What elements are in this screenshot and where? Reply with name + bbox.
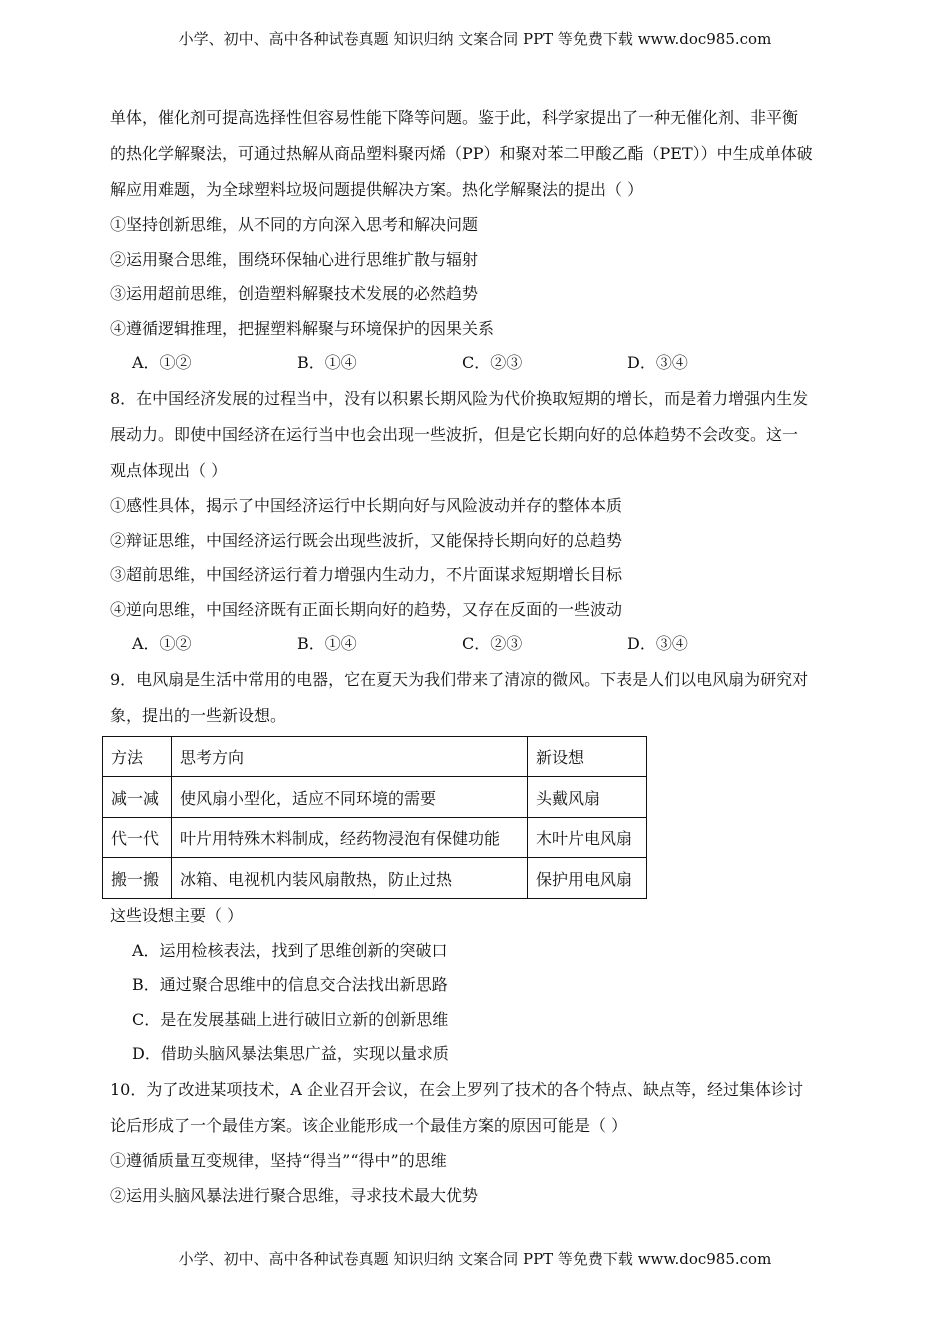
q10-line: 论后形成了一个最佳方案。该企业能形成一个最佳方案的原因可能是（ ） [110, 1115, 628, 1135]
table-header-cell: 思考方向 [172, 736, 528, 777]
question-8 [110, 381, 845, 662]
q7-statement: ④遵循逻辑推理，把握塑料解聚与环境保护的因果关系 [110, 318, 495, 338]
q7-option-b[interactable]: B．①④ [297, 353, 357, 373]
page-header: 小学、初中、高中各种试卷真题 知识归纳 文案合同 PPT 等免费下载 www.doc985.com [178, 30, 772, 48]
table-cell: 减一减 [103, 777, 172, 818]
q7-line: 的热化学解聚法，可通过热解从商品塑料聚丙烯（PP）和聚对苯二甲酸乙酯（PET））中生成单体破 [110, 144, 813, 163]
q7-option-a[interactable]: A．①② [132, 353, 192, 373]
q10-statement: ②运用头脑风暴法进行聚合思维，寻求技术最大优势 [110, 1185, 479, 1205]
q8-line: 观点体现出（ ） [110, 460, 228, 480]
q9-choice-d[interactable]: D．借助头脑风暴法集思广益，实现以量求质 [132, 1044, 449, 1064]
q8-line: 8．在中国经济发展的过程当中，没有以积累长期风险为代价换取短期的增长，而是着力增强内生发 [110, 388, 809, 408]
question-9 [110, 662, 845, 1072]
table-header-cell: 方法 [103, 736, 172, 777]
table-cell: 使风扇小型化，适应不同环境的需要 [172, 777, 528, 818]
q8-statement: ②辩证思维，中国经济运行既会出现些波折，又能保持长期向好的总趋势 [110, 530, 623, 550]
q10-statement: ①遵循质量互变规律，坚持“得当”“得中”的思维 [110, 1150, 447, 1170]
q8-option-c[interactable]: C．②③ [462, 634, 523, 654]
table-cell: 叶片用特殊木料制成，经药物浸泡有保健功能 [172, 817, 528, 858]
q7-statement: ③运用超前思维，创造塑料解聚技术发展的必然趋势 [110, 284, 479, 304]
q8-statement: ④逆向思维，中国经济既有正面长期向好的趋势，又存在反面的一些波动 [110, 599, 623, 619]
q9-line: 9．电风扇是生活中常用的电器，它在夏天为我们带来了清凉的微风。下表是人们以电风扇为研究对 [110, 669, 809, 689]
q8-option-b[interactable]: B．①④ [297, 634, 357, 654]
q9-stem: 这些设想主要（ ） [110, 905, 244, 925]
idea-table [102, 736, 647, 899]
q8-line: 展动力。即使中国经济在运行当中也会出现一些波折，但是它长期向好的总体趋势不会改变。这一 [110, 424, 799, 444]
q10-line: 10．为了改进某项技术，A 企业召开会议，在会上罗列了技术的各个特点、缺点等，经过集体诊讨 [110, 1079, 804, 1099]
table-cell: 保护用电风扇 [528, 858, 647, 899]
q8-option-d[interactable]: D．③④ [627, 634, 688, 654]
question-7 [110, 100, 845, 381]
q8-options [110, 627, 845, 662]
q7-options [110, 346, 845, 381]
q7-option-c[interactable]: C．②③ [462, 353, 523, 373]
q9-choice-b[interactable]: B．通过聚合思维中的信息交合法找出新思路 [132, 975, 448, 995]
table-header-row [103, 736, 647, 777]
table-row [103, 777, 647, 818]
question-10 [110, 1072, 845, 1213]
table-cell: 头戴风扇 [528, 777, 647, 818]
q7-line: 解应用难题，为全球塑料垃圾问题提供解决方案。热化学解聚法的提出（ ） [110, 180, 644, 199]
q7-line: 单体，催化剂可提高选择性但容易性能下降等问题。鉴于此，科学家提出了一种无催化剂、非平衡 [110, 108, 799, 127]
table-row [103, 817, 647, 858]
table-header-cell: 新设想 [528, 736, 647, 777]
q8-statement: ③超前思维，中国经济运行着力增强内生动力，不片面谋求短期增长目标 [110, 565, 623, 585]
q8-statement: ①感性具体，揭示了中国经济运行中长期向好与风险波动并存的整体本质 [110, 495, 623, 515]
page-footer: 小学、初中、高中各种试卷真题 知识归纳 文案合同 PPT 等免费下载 www.doc985.com [178, 1250, 772, 1268]
table-cell: 冰箱、电视机内装风扇散热，防止过热 [172, 858, 528, 899]
table-cell: 搬一搬 [103, 858, 172, 899]
table-row [103, 858, 647, 899]
table-cell: 代一代 [103, 817, 172, 858]
q7-option-d[interactable]: D．③④ [627, 353, 688, 373]
q9-line: 象，提出的一些新设想。 [110, 705, 287, 725]
q9-choice-a[interactable]: A．运用检核表法，找到了思维创新的突破口 [132, 940, 448, 960]
q9-choice-c[interactable]: C．是在发展基础上进行破旧立新的创新思维 [132, 1009, 449, 1029]
table-cell: 木叶片电风扇 [528, 817, 647, 858]
q7-statement: ②运用聚合思维，围绕环保轴心进行思维扩散与辐射 [110, 249, 479, 269]
q7-statement: ①坚持创新思维，从不同的方向深入思考和解决问题 [110, 215, 479, 234]
page-content [110, 100, 845, 1213]
q8-option-a[interactable]: A．①② [132, 634, 192, 654]
